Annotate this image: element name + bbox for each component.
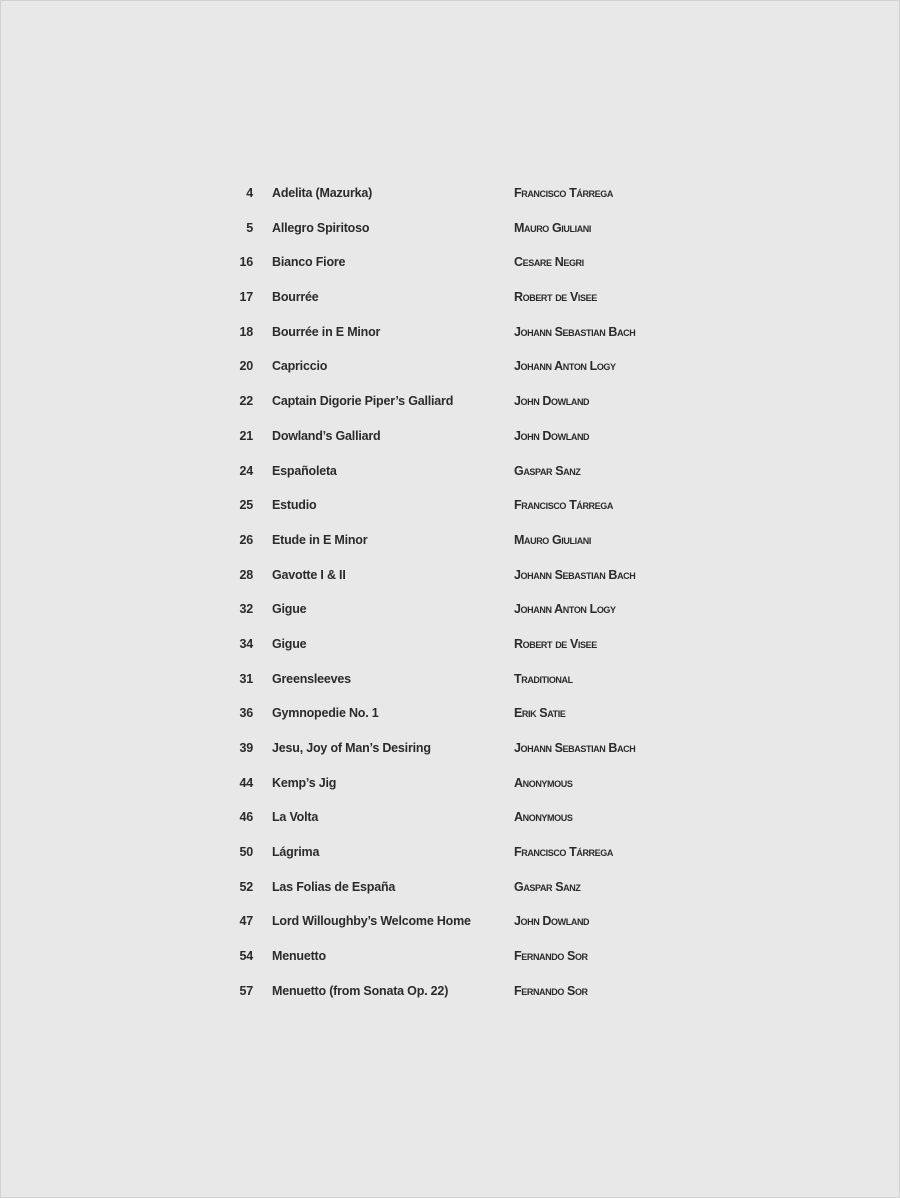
toc-page-number: 50 — [239, 845, 253, 860]
toc-title: Jesu, Joy of Man’s Desiring — [272, 741, 431, 755]
toc-page-number: 34 — [239, 636, 253, 651]
toc-entry — [223, 836, 703, 871]
toc-title: Menuetto (from Sonata Op. 22) — [272, 983, 449, 998]
toc-entry — [223, 975, 703, 1010]
toc-page-number: 20 — [239, 359, 253, 374]
toc-entry — [223, 177, 703, 212]
toc-entry — [223, 316, 703, 351]
toc-page-number: 44 — [239, 775, 253, 790]
toc-composer: Mauro Giuliani — [514, 532, 592, 547]
toc-composer: Anonymous — [514, 810, 573, 825]
toc-entry — [223, 593, 703, 628]
toc-title: La Volta — [272, 810, 319, 825]
toc-composer: Cesare Negri — [514, 255, 584, 270]
toc-page-number: 24 — [239, 463, 253, 478]
toc-title: Bourrée in E Minor — [272, 324, 381, 339]
toc-title: Dowland’s Galliard — [272, 428, 381, 443]
toc-composer: Robert de Visee — [514, 636, 597, 651]
toc-title: Lágrima — [272, 845, 320, 860]
toc-composer: Johann Sebastian Bach — [514, 741, 636, 755]
toc-entry — [223, 489, 703, 524]
toc-entry — [223, 767, 703, 802]
toc-page-number: 4 — [246, 186, 253, 200]
toc-page-number: 46 — [239, 810, 253, 825]
toc-page-number: 54 — [239, 949, 253, 964]
toc-composer: Johann Sebastian Bach — [514, 567, 636, 582]
toc-page-number: 57 — [239, 983, 253, 998]
toc-entry — [223, 420, 703, 455]
toc-title: Menuetto — [272, 949, 326, 964]
toc-entry — [223, 663, 703, 698]
toc-composer: Francisco Tárrega — [514, 498, 613, 513]
toc-entry — [223, 524, 703, 559]
toc-entry — [223, 905, 703, 940]
toc-page-number: 26 — [239, 532, 253, 547]
toc-entry — [223, 559, 703, 594]
toc-composer: Johann Anton Logy — [514, 359, 616, 374]
toc-composer: John Dowland — [514, 428, 590, 443]
toc-page-number: 28 — [239, 567, 253, 582]
toc-page-number: 22 — [239, 394, 253, 409]
toc-composer: John Dowland — [514, 914, 590, 929]
toc-composer: Fernando Sor — [514, 983, 588, 998]
toc-page-number: 39 — [239, 741, 253, 755]
toc-composer: Francisco Tárrega — [514, 845, 613, 860]
toc-entry — [223, 212, 703, 247]
toc-page-number: 32 — [239, 602, 253, 617]
toc-title: Capriccio — [272, 359, 328, 374]
toc-composer: Francisco Tárrega — [514, 186, 613, 200]
toc-title: Adelita (Mazurka) — [272, 186, 373, 200]
toc-entry — [223, 801, 703, 836]
toc-title: Gigue — [272, 636, 307, 651]
toc-title: Greensleeves — [272, 671, 351, 686]
toc-title: Españoleta — [272, 463, 337, 478]
toc-page-number: 17 — [239, 290, 253, 305]
toc-title: Kemp’s Jig — [272, 775, 337, 790]
toc-page-number: 16 — [239, 255, 253, 270]
toc-composer: Fernando Sor — [514, 949, 588, 964]
toc-page-number: 5 — [246, 220, 253, 235]
toc-composer: John Dowland — [514, 394, 590, 409]
toc-entry — [223, 246, 703, 281]
table-of-contents — [223, 177, 703, 1010]
toc-title: Las Folias de España — [272, 879, 396, 894]
toc-title: Lord Willoughby’s Welcome Home — [272, 914, 471, 929]
toc-page-number: 52 — [239, 879, 253, 894]
toc-entry — [223, 350, 703, 385]
toc-title: Bourrée — [272, 290, 319, 305]
toc-composer: Mauro Giuliani — [514, 220, 592, 235]
toc-entry — [223, 628, 703, 663]
toc-entry — [223, 732, 703, 767]
toc-title: Gavotte I & II — [272, 567, 346, 582]
toc-composer: Anonymous — [514, 775, 573, 790]
toc-entry — [223, 281, 703, 316]
toc-entry — [223, 385, 703, 420]
toc-title: Gigue — [272, 602, 307, 617]
toc-composer: Johann Anton Logy — [514, 602, 616, 617]
toc-entry — [223, 697, 703, 732]
toc-page-number: 31 — [239, 671, 253, 686]
toc-page-number: 25 — [239, 498, 253, 513]
toc-composer: Traditional — [514, 671, 573, 686]
toc-title: Estudio — [272, 498, 317, 513]
toc-page-number: 18 — [239, 324, 253, 339]
toc-composer: Erik Satie — [514, 706, 566, 721]
toc-composer: Johann Sebastian Bach — [514, 324, 636, 339]
toc-composer: Gaspar Sanz — [514, 463, 581, 478]
toc-entry — [223, 940, 703, 975]
toc-title: Allegro Spiritoso — [272, 220, 370, 235]
toc-title: Gymnopedie No. 1 — [272, 706, 379, 721]
toc-title: Bianco Fiore — [272, 255, 346, 270]
toc-title: Captain Digorie Piper’s Galliard — [272, 394, 454, 409]
toc-page-number: 36 — [239, 706, 253, 721]
toc-composer: Gaspar Sanz — [514, 879, 581, 894]
toc-page-number: 21 — [239, 428, 253, 443]
toc-entry — [223, 455, 703, 490]
toc-entry — [223, 871, 703, 906]
toc-composer: Robert de Visee — [514, 290, 597, 305]
toc-page-number: 47 — [239, 914, 253, 929]
toc-title: Etude in E Minor — [272, 532, 368, 547]
